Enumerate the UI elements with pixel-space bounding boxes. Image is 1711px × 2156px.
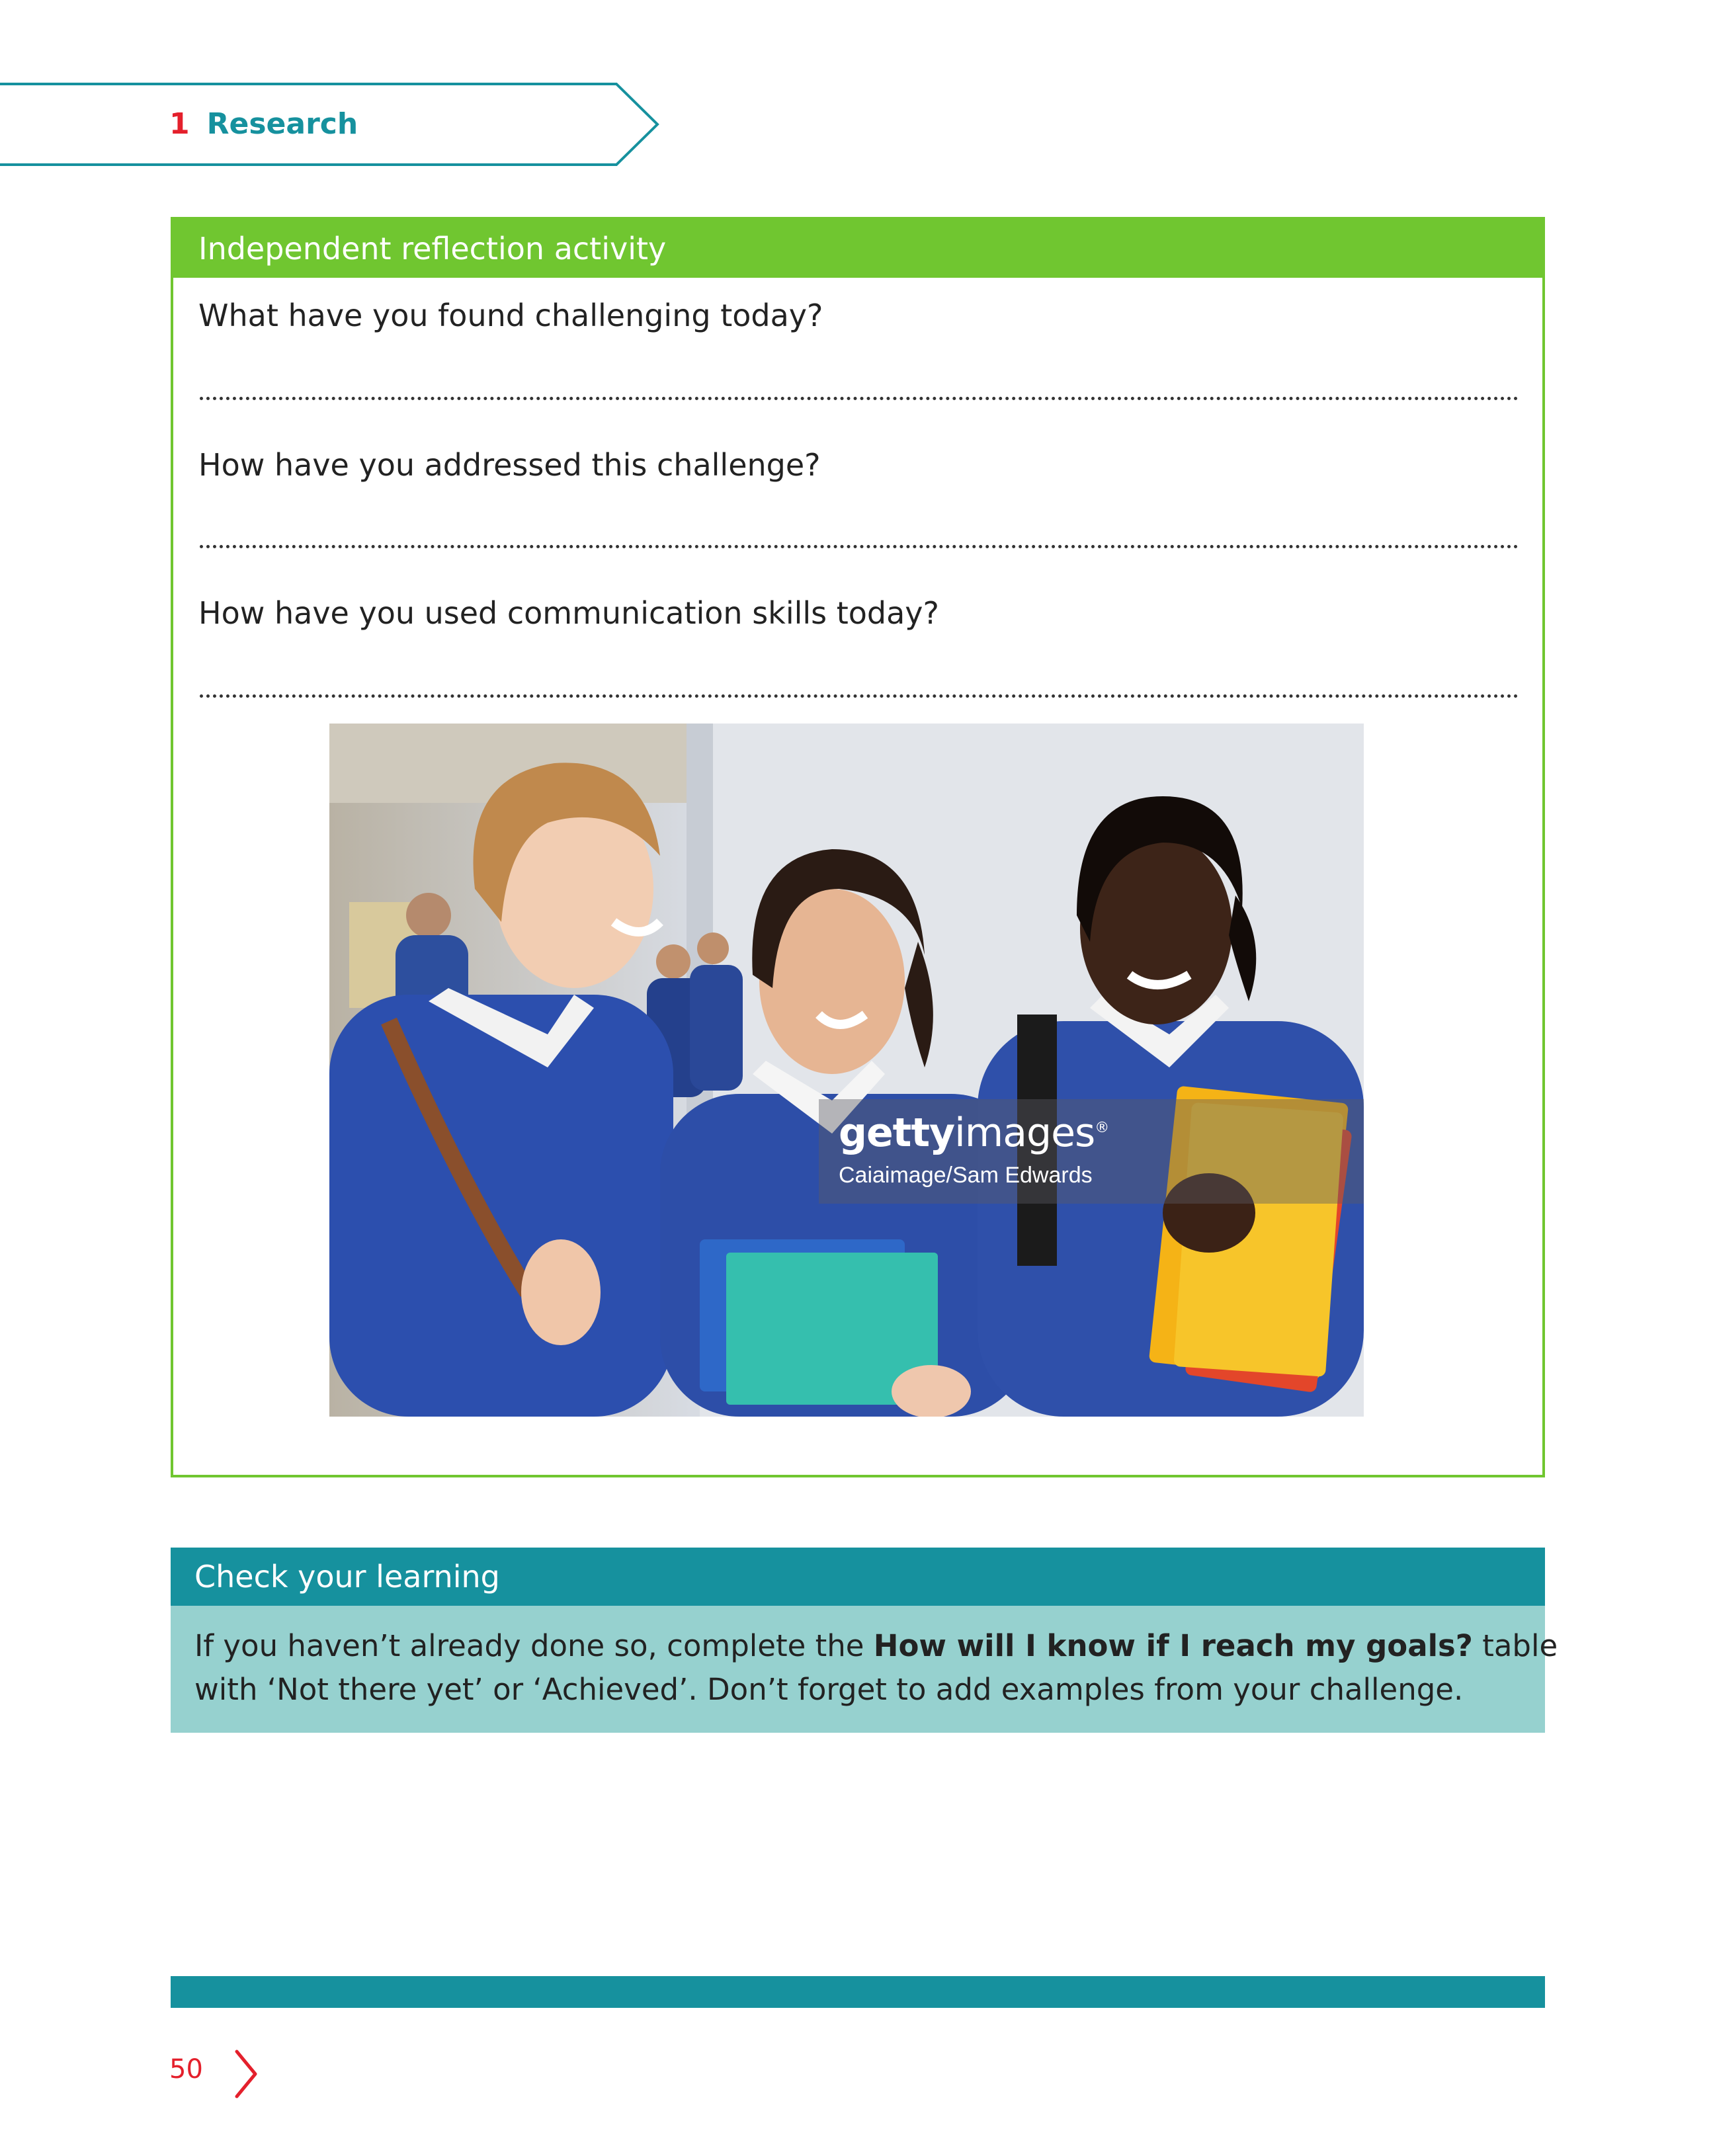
students-photo <box>329 724 1364 1417</box>
section-tab <box>0 82 668 167</box>
check-learning-line-1 <box>194 1624 1558 1668</box>
students-illustration <box>329 724 1364 1417</box>
getty-watermark <box>819 1099 1364 1204</box>
getty-logo-rest: images <box>954 1110 1095 1156</box>
getty-logo-mark: ® <box>1095 1120 1109 1136</box>
answer-line-addressed[interactable] <box>200 545 1519 548</box>
page-number: 50 <box>169 2054 203 2085</box>
reflection-activity-box <box>171 217 1545 1477</box>
reflection-header: Independent reflection activity <box>173 220 1542 278</box>
section-number: 1 <box>169 107 190 141</box>
answer-line-challenging[interactable] <box>200 397 1519 400</box>
getty-logo <box>839 1110 1108 1156</box>
check-learning-text-1: If you haven’t already done so, complete the <box>194 1628 874 1663</box>
photo-credit: Caiaimage/Sam Edwards <box>839 1163 1093 1188</box>
question-communication: How have you used communication skills today? <box>198 595 939 631</box>
question-addressed: How have you addressed this challenge? <box>198 447 821 483</box>
check-learning-body <box>171 1606 1558 1733</box>
question-challenging: What have you found challenging today? <box>198 298 823 333</box>
check-learning-header: Check your learning <box>171 1548 1545 1606</box>
footer-bar <box>171 1976 1545 2008</box>
getty-logo-bold: getty <box>839 1110 955 1156</box>
answer-line-communication[interactable] <box>200 694 1519 698</box>
section-title: Research <box>206 107 358 141</box>
goals-table-reference: How will I know if I reach my goals? <box>873 1628 1473 1663</box>
check-learning-text-2: table <box>1472 1628 1558 1663</box>
check-learning-line-2: with ‘Not there yet’ or ‘Achieved’. Don’t forget to add examples from your challenge. <box>194 1672 1464 1707</box>
section-heading <box>169 82 358 167</box>
chevron-right-icon[interactable] <box>233 2049 259 2099</box>
